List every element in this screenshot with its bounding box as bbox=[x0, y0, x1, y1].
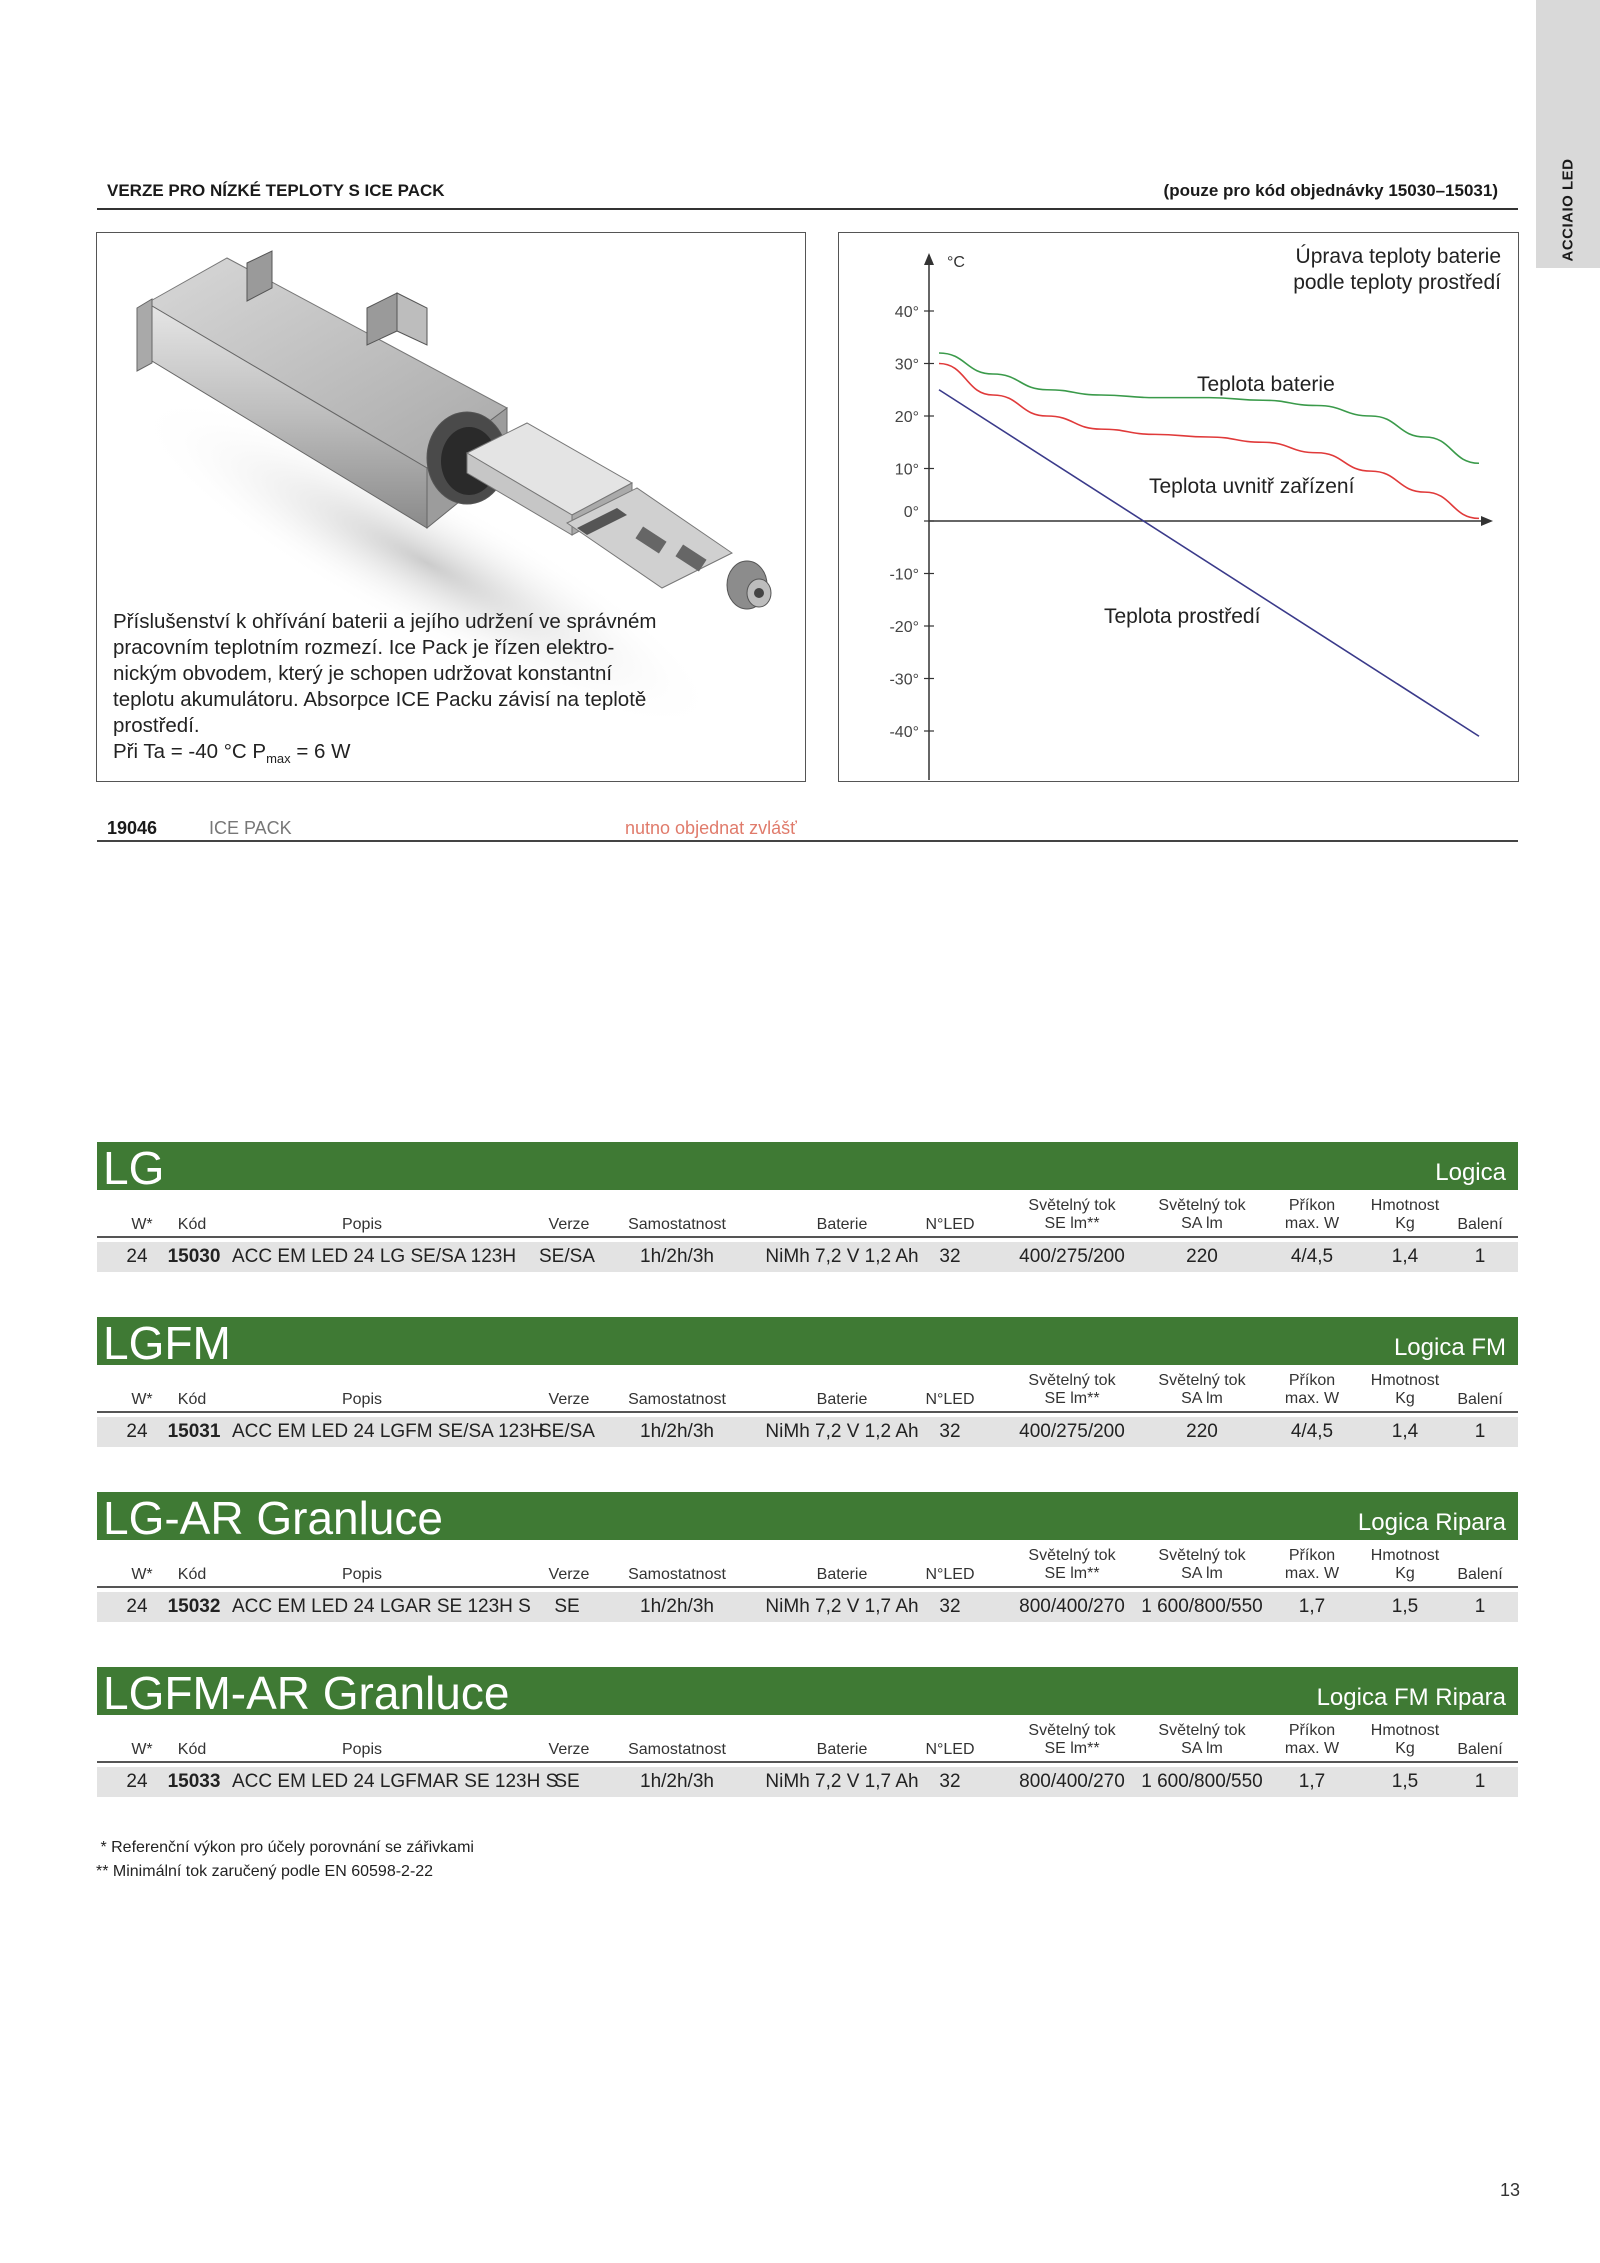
cell-hmotnost: 1,4 bbox=[1391, 1421, 1419, 1442]
column-header-kod: Kód bbox=[177, 1216, 207, 1233]
y-tick-label: -20° bbox=[889, 619, 919, 636]
y-tick-label: 40° bbox=[894, 304, 919, 321]
footnotes bbox=[96, 1836, 474, 1884]
cell-hmotnost: 1,4 bbox=[1391, 1246, 1419, 1267]
cell-verze: SE bbox=[554, 1596, 580, 1617]
y-tick-label: 30° bbox=[894, 356, 919, 374]
column-header-samostatnost: Samostatnost bbox=[628, 1216, 726, 1233]
cell-hmotnost: 1,5 bbox=[1391, 1596, 1419, 1617]
section-divider bbox=[97, 208, 1518, 210]
chart-title-line1: Úprava teploty baterie bbox=[1295, 245, 1501, 268]
cell-kod: 15030 bbox=[167, 1246, 221, 1267]
section-title: VERZE PRO NÍZKÉ TEPLOTY S ICE PACK bbox=[107, 181, 445, 200]
cell-hmotnost: 1,5 bbox=[1391, 1771, 1419, 1792]
product-name: LGFM-AR Granluce bbox=[103, 1667, 510, 1719]
y-axis-arrow bbox=[924, 253, 934, 265]
cell-prikon: 1,7 bbox=[1298, 1771, 1326, 1792]
cell-verze: SE/SA bbox=[539, 1246, 595, 1267]
y-tick-label: -30° bbox=[889, 671, 919, 689]
cell-baterie: NiMh 7,2 V 1,2 Ah bbox=[765, 1421, 919, 1442]
column-header-prikon: Příkon max. W bbox=[1284, 1547, 1340, 1582]
product-subtitle: Logica Ripara bbox=[1357, 1509, 1506, 1536]
column-header-baterie: Baterie bbox=[816, 1216, 868, 1233]
column-header-prikon: Příkon max. W bbox=[1284, 1197, 1340, 1232]
cell-w: 24 bbox=[126, 1246, 148, 1267]
page-number: 13 bbox=[1500, 2180, 1521, 2200]
cell-nled: 32 bbox=[939, 1246, 961, 1267]
cell-w: 24 bbox=[126, 1421, 148, 1442]
cell-baterie: NiMh 7,2 V 1,7 Ah bbox=[765, 1596, 919, 1617]
cell-sa: 220 bbox=[1186, 1421, 1218, 1442]
cell-verze: SE bbox=[554, 1771, 580, 1792]
accessory-divider bbox=[97, 840, 1518, 842]
column-header-hmot: Hmotnost Kg bbox=[1370, 1547, 1440, 1582]
column-header-samostatnost: Samostatnost bbox=[628, 1566, 726, 1583]
description-line: Příslušenství k ohřívání baterii a jejího udržení ve správném bbox=[113, 610, 657, 633]
column-header-sa: Světelný tok SA lm bbox=[1158, 1722, 1246, 1757]
cell-popis: ACC EM LED 24 LGAR SE 123H S bbox=[232, 1596, 531, 1617]
product-subtitle: Logica FM bbox=[1393, 1334, 1506, 1361]
cell-kod: 15033 bbox=[167, 1771, 221, 1792]
column-header-w: W* bbox=[131, 1741, 153, 1758]
product-name: LGFM bbox=[103, 1317, 231, 1369]
y-tick-label: -10° bbox=[889, 566, 919, 584]
y-tick-label: 0° bbox=[903, 504, 919, 521]
cell-baterie: NiMh 7,2 V 1,2 Ah bbox=[765, 1246, 919, 1267]
cell-sa: 220 bbox=[1186, 1246, 1218, 1267]
x-axis-arrow bbox=[1481, 516, 1493, 526]
side-tab-label: ACCIAIO LED bbox=[1559, 158, 1577, 262]
temperature-chart bbox=[839, 233, 1517, 780]
column-header-popis: Popis bbox=[341, 1566, 383, 1583]
temperature-chart-box bbox=[838, 232, 1519, 782]
cell-sa: 1 600/800/550 bbox=[1141, 1771, 1263, 1792]
cell-se: 400/275/200 bbox=[1019, 1421, 1125, 1442]
column-header-nled: N°LED bbox=[925, 1216, 975, 1233]
footnote-2: ** Minimální tok zaručený podle EN 60598-2-22 bbox=[96, 1863, 434, 1880]
accessory-row bbox=[97, 818, 1518, 842]
cell-baleni: 1 bbox=[1474, 1421, 1486, 1442]
column-header-sa: Světelný tok SA lm bbox=[1158, 1197, 1246, 1232]
column-header-baleni: Balení bbox=[1457, 1391, 1503, 1408]
series-label-prostredi: Teplota prostředí bbox=[1104, 605, 1261, 628]
cell-se: 400/275/200 bbox=[1019, 1246, 1125, 1267]
cell-verze: SE/SA bbox=[539, 1421, 595, 1442]
column-header-se: Světelný tok SE lm** bbox=[1028, 1722, 1116, 1757]
column-header-w: W* bbox=[131, 1216, 153, 1233]
column-header-kod: Kód bbox=[177, 1566, 207, 1583]
description-line: teplotu akumulátoru. Absorpce ICE Packu závisí na teplotě bbox=[113, 688, 647, 711]
description-power-line bbox=[113, 739, 673, 772]
series-line-teplota-prostředí bbox=[939, 390, 1479, 737]
cell-popis: ACC EM LED 24 LG SE/SA 123H bbox=[232, 1246, 517, 1267]
column-header-baterie: Baterie bbox=[816, 1741, 868, 1758]
cell-kod: 15032 bbox=[167, 1596, 221, 1617]
cell-se: 800/400/270 bbox=[1019, 1771, 1125, 1792]
cell-prikon: 4/4,5 bbox=[1290, 1246, 1334, 1267]
column-header-nled: N°LED bbox=[925, 1566, 975, 1583]
cell-baterie: NiMh 7,2 V 1,7 Ah bbox=[765, 1771, 919, 1792]
cell-samostatnost: 1h/2h/3h bbox=[640, 1421, 714, 1442]
product-section bbox=[97, 1492, 1518, 1662]
product-band bbox=[97, 1492, 1518, 1544]
column-header-sa: Světelný tok SA lm bbox=[1158, 1547, 1246, 1582]
product-subtitle: Logica FM Ripara bbox=[1316, 1684, 1506, 1711]
column-header-baleni: Balení bbox=[1457, 1741, 1503, 1758]
column-header-nled: N°LED bbox=[925, 1391, 975, 1408]
column-header-se: Světelný tok SE lm** bbox=[1028, 1197, 1116, 1232]
product-image-box bbox=[96, 232, 806, 782]
accessory-code: 19046 bbox=[107, 818, 158, 838]
product-section bbox=[97, 1667, 1518, 1837]
cell-nled: 32 bbox=[939, 1596, 961, 1617]
product-subtitle: Logica bbox=[1435, 1159, 1506, 1186]
power-subscript: max bbox=[266, 751, 291, 767]
column-header-hmot: Hmotnost Kg bbox=[1370, 1197, 1440, 1232]
cell-se: 800/400/270 bbox=[1019, 1596, 1125, 1617]
column-header-baterie: Baterie bbox=[816, 1566, 868, 1583]
power-value-text: = 6 W bbox=[290, 740, 351, 763]
cell-samostatnost: 1h/2h/3h bbox=[640, 1596, 714, 1617]
y-tick-label: 10° bbox=[894, 461, 919, 479]
cell-baleni: 1 bbox=[1474, 1596, 1486, 1617]
cell-w: 24 bbox=[126, 1596, 148, 1617]
column-header-kod: Kód bbox=[177, 1741, 207, 1758]
cell-nled: 32 bbox=[939, 1421, 961, 1442]
product-band bbox=[97, 1667, 1518, 1719]
column-header-w: W* bbox=[131, 1566, 153, 1583]
column-header-hmot: Hmotnost Kg bbox=[1370, 1722, 1440, 1757]
power-condition-text: Při Ta = -40 °C P bbox=[113, 740, 267, 763]
y-axis-label: °C bbox=[947, 254, 965, 271]
cell-popis: ACC EM LED 24 LGFMAR SE 123H S bbox=[232, 1771, 559, 1792]
column-header-w: W* bbox=[131, 1391, 153, 1408]
column-header-baleni: Balení bbox=[1457, 1566, 1503, 1583]
cell-nled: 32 bbox=[939, 1771, 961, 1792]
product-name: LG bbox=[103, 1142, 165, 1194]
header-divider bbox=[97, 1236, 1518, 1238]
description-line: nickým obvodem, který je schopen udržovat konstantní bbox=[113, 662, 613, 685]
column-header-popis: Popis bbox=[341, 1391, 383, 1408]
column-header-prikon: Příkon max. W bbox=[1284, 1372, 1340, 1407]
cell-samostatnost: 1h/2h/3h bbox=[640, 1246, 714, 1267]
accessory-name: ICE PACK bbox=[209, 818, 292, 838]
column-header-kod: Kód bbox=[177, 1391, 207, 1408]
column-header-baleni: Balení bbox=[1457, 1216, 1503, 1233]
column-header-nled: N°LED bbox=[925, 1741, 975, 1758]
column-header-se: Světelný tok SE lm** bbox=[1028, 1547, 1116, 1582]
column-header-popis: Popis bbox=[341, 1216, 383, 1233]
cell-baleni: 1 bbox=[1474, 1246, 1486, 1267]
cell-prikon: 1,7 bbox=[1298, 1596, 1326, 1617]
chart-title-line2: podle teploty prostředí bbox=[1293, 271, 1501, 294]
header-divider bbox=[97, 1411, 1518, 1413]
series-label-baterie: Teplota baterie bbox=[1197, 373, 1335, 396]
footnote-1: * Referenční výkon pro účely porovnání se zářivkami bbox=[96, 1839, 474, 1856]
ice-pack-description bbox=[113, 609, 673, 772]
cell-kod: 15031 bbox=[167, 1421, 221, 1442]
cell-samostatnost: 1h/2h/3h bbox=[640, 1771, 714, 1792]
series-line-teplota-baterie bbox=[939, 353, 1479, 463]
cell-popis: ACC EM LED 24 LGFM SE/SA 123H bbox=[232, 1421, 544, 1442]
section-note: (pouze pro kód objednávky 15030–15031) bbox=[1163, 181, 1498, 200]
description-line: pracovním teplotním rozmezí. Ice Pack je řízen elektro- bbox=[113, 636, 615, 659]
column-header-prikon: Příkon max. W bbox=[1284, 1722, 1340, 1757]
column-header-verze: Verze bbox=[548, 1741, 590, 1758]
cell-w: 24 bbox=[126, 1771, 148, 1792]
product-name: LG-AR Granluce bbox=[103, 1492, 444, 1544]
cell-sa: 1 600/800/550 bbox=[1141, 1596, 1263, 1617]
product-section bbox=[97, 1142, 1518, 1312]
column-header-se: Světelný tok SE lm** bbox=[1028, 1372, 1116, 1407]
product-band bbox=[97, 1317, 1518, 1369]
accessory-note: nutno objednat zvlášť bbox=[625, 818, 797, 838]
header-divider bbox=[97, 1761, 1518, 1763]
product-section bbox=[97, 1317, 1518, 1487]
y-tick-label: -40° bbox=[889, 724, 919, 741]
cell-prikon: 4/4,5 bbox=[1290, 1421, 1334, 1442]
y-tick-label: 20° bbox=[894, 409, 919, 426]
column-header-hmot: Hmotnost Kg bbox=[1370, 1372, 1440, 1407]
section-side-tab bbox=[1536, 0, 1600, 268]
column-header-verze: Verze bbox=[548, 1216, 590, 1233]
description-line: prostředí. bbox=[113, 714, 200, 737]
series-label-zarizeni: Teplota uvnitř zařízení bbox=[1149, 475, 1355, 498]
column-header-samostatnost: Samostatnost bbox=[628, 1391, 726, 1408]
cell-baleni: 1 bbox=[1474, 1771, 1486, 1792]
column-header-baterie: Baterie bbox=[816, 1391, 868, 1408]
column-header-verze: Verze bbox=[548, 1391, 590, 1408]
header-divider bbox=[97, 1586, 1518, 1588]
column-header-verze: Verze bbox=[548, 1566, 590, 1583]
column-header-popis: Popis bbox=[341, 1741, 383, 1758]
column-header-sa: Světelný tok SA lm bbox=[1158, 1372, 1246, 1407]
column-header-samostatnost: Samostatnost bbox=[628, 1741, 726, 1758]
product-band bbox=[97, 1142, 1518, 1194]
